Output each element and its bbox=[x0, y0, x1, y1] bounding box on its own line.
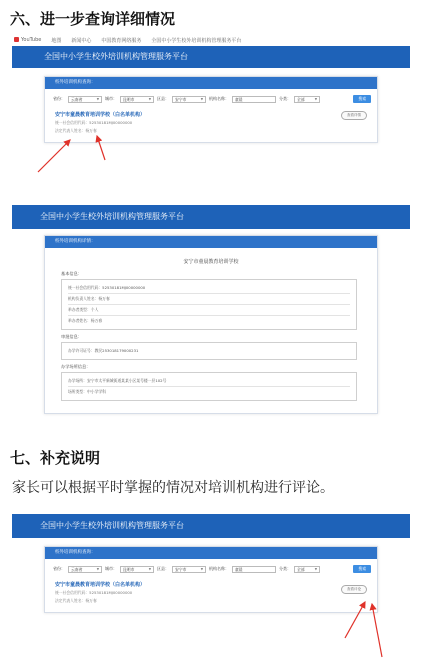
district-select[interactable]: 安宁市 ▼ bbox=[172, 566, 206, 573]
detail-body bbox=[45, 248, 377, 413]
result-credit-code: 统一社会信用代码：52530181MJ00000000 bbox=[55, 120, 133, 125]
section-7-heading: 七、补充说明 bbox=[10, 449, 101, 467]
section-6-heading: 六、进一步查询详细情况 bbox=[10, 10, 176, 28]
result-legal-rep: 法定代表人姓名：杨万春 bbox=[55, 598, 97, 603]
basic-info-box bbox=[61, 279, 357, 330]
province-select[interactable]: 云南省 ▼ bbox=[68, 566, 102, 573]
category-label: 分类： bbox=[279, 96, 291, 101]
category-select[interactable]: 全部 ▼ bbox=[294, 566, 320, 573]
review-button[interactable]: 查看评论 bbox=[341, 585, 367, 594]
search-button[interactable]: 搜索 bbox=[353, 95, 371, 103]
bookmark-youtube[interactable]: YouTube bbox=[14, 37, 41, 43]
result-item bbox=[45, 105, 377, 142]
basic-info-row: 机构负责人姓名：杨万春 bbox=[68, 294, 350, 305]
chevron-down-icon: ▼ bbox=[200, 566, 203, 571]
search-panel bbox=[44, 76, 378, 143]
search-panel bbox=[44, 546, 378, 613]
category-label: 分类： bbox=[279, 566, 291, 571]
basic-info-row: 举办者姓名：杨万春 bbox=[68, 318, 103, 323]
result-school-name[interactable]: 安宁市童晨教育培训学校（白名单机构） bbox=[55, 582, 146, 588]
search-panel-title: 校外培训机构查询： bbox=[45, 77, 377, 89]
platform-title-bar: 全国中小学生校外培训机构管理服务平台 bbox=[12, 46, 410, 68]
bookmark-4[interactable]: 全国中小学生校外培训机构管理服务平台 bbox=[151, 37, 242, 44]
chevron-down-icon: ▼ bbox=[148, 566, 151, 571]
basic-info-row: 统一社会信用代码：52530181MJ00000000 bbox=[68, 283, 350, 294]
filter-row bbox=[45, 89, 377, 105]
district-label: 区县： bbox=[157, 566, 169, 571]
chevron-down-icon: ▼ bbox=[148, 96, 151, 101]
city-label: 城市： bbox=[105, 96, 117, 101]
bookmark-3[interactable]: 中国教育网络服务 bbox=[101, 37, 142, 44]
result-legal-rep: 法定代表人姓名：杨万春 bbox=[55, 128, 97, 133]
youtube-icon bbox=[14, 37, 19, 42]
screenshot-search-result bbox=[12, 34, 410, 186]
license-info-row: 办学许可证号：教民253018179000231 bbox=[68, 348, 139, 353]
bookmarks-bar bbox=[12, 34, 410, 46]
chevron-down-icon: ▼ bbox=[96, 566, 99, 571]
detail-panel bbox=[44, 235, 378, 414]
supplementary-note: 家长可以根据平时掌握的情况对培训机构进行评论。 bbox=[12, 480, 334, 496]
search-panel-title: 校外培训机构查询： bbox=[45, 547, 377, 559]
result-credit-code: 统一社会信用代码：52530181MJ00000000 bbox=[55, 590, 133, 595]
city-label: 城市： bbox=[105, 566, 117, 571]
search-button[interactable]: 搜索 bbox=[353, 565, 371, 573]
basic-info-row: 举办者类型：个人 bbox=[68, 305, 350, 316]
location-info-row: 办学场所：安宁市太平新城街道某某小区某号楼一层102号 bbox=[68, 376, 350, 387]
location-info-label: 办学场所信息： bbox=[61, 364, 91, 369]
location-info-box bbox=[61, 372, 357, 401]
result-item bbox=[45, 575, 377, 612]
district-label: 区县： bbox=[157, 96, 169, 101]
detail-button[interactable]: 查看详情 bbox=[341, 111, 367, 120]
category-select[interactable]: 全部 ▼ bbox=[294, 96, 320, 103]
bookmark-2[interactable]: 新闻中心 bbox=[71, 37, 92, 44]
chevron-down-icon: ▼ bbox=[314, 566, 317, 571]
basic-info-label: 基本信息： bbox=[61, 271, 82, 276]
platform-title-bar: 全国中小学生校外培训机构管理服务平台 bbox=[12, 205, 410, 229]
chevron-down-icon: ▼ bbox=[96, 96, 99, 101]
screenshot-detail-view bbox=[12, 205, 410, 427]
location-info-row: 场所类型：中小学学科 bbox=[68, 389, 106, 394]
name-label: 机构名称： bbox=[209, 566, 229, 571]
name-input[interactable]: 童晨 bbox=[232, 566, 276, 573]
city-select[interactable]: 昆明市 ▼ bbox=[120, 96, 154, 103]
bookmark-1[interactable]: 地图 bbox=[51, 37, 62, 44]
license-info-box bbox=[61, 342, 357, 360]
screenshot-review-entry bbox=[12, 514, 410, 658]
platform-title-bar: 全国中小学生校外培训机构管理服务平台 bbox=[12, 514, 410, 538]
chevron-down-icon: ▼ bbox=[200, 96, 203, 101]
province-select[interactable]: 云南省 ▼ bbox=[68, 96, 102, 103]
filter-row bbox=[45, 559, 377, 575]
detail-panel-title: 校外培训机构详情： bbox=[45, 236, 377, 248]
license-info-label: 审批信息： bbox=[61, 334, 82, 339]
name-input[interactable]: 童晨 bbox=[232, 96, 276, 103]
district-select[interactable]: 安宁市 ▼ bbox=[172, 96, 206, 103]
result-school-name[interactable]: 安宁市童晨教育培训学校（白名单机构） bbox=[55, 112, 146, 118]
city-select[interactable]: 昆明市 ▼ bbox=[120, 566, 154, 573]
chevron-down-icon: ▼ bbox=[314, 96, 317, 101]
province-label: 省份： bbox=[53, 96, 65, 101]
detail-school-name: 安宁市童晨教育培训学校 bbox=[183, 259, 239, 265]
province-label: 省份： bbox=[53, 566, 65, 571]
name-label: 机构名称： bbox=[209, 96, 229, 101]
